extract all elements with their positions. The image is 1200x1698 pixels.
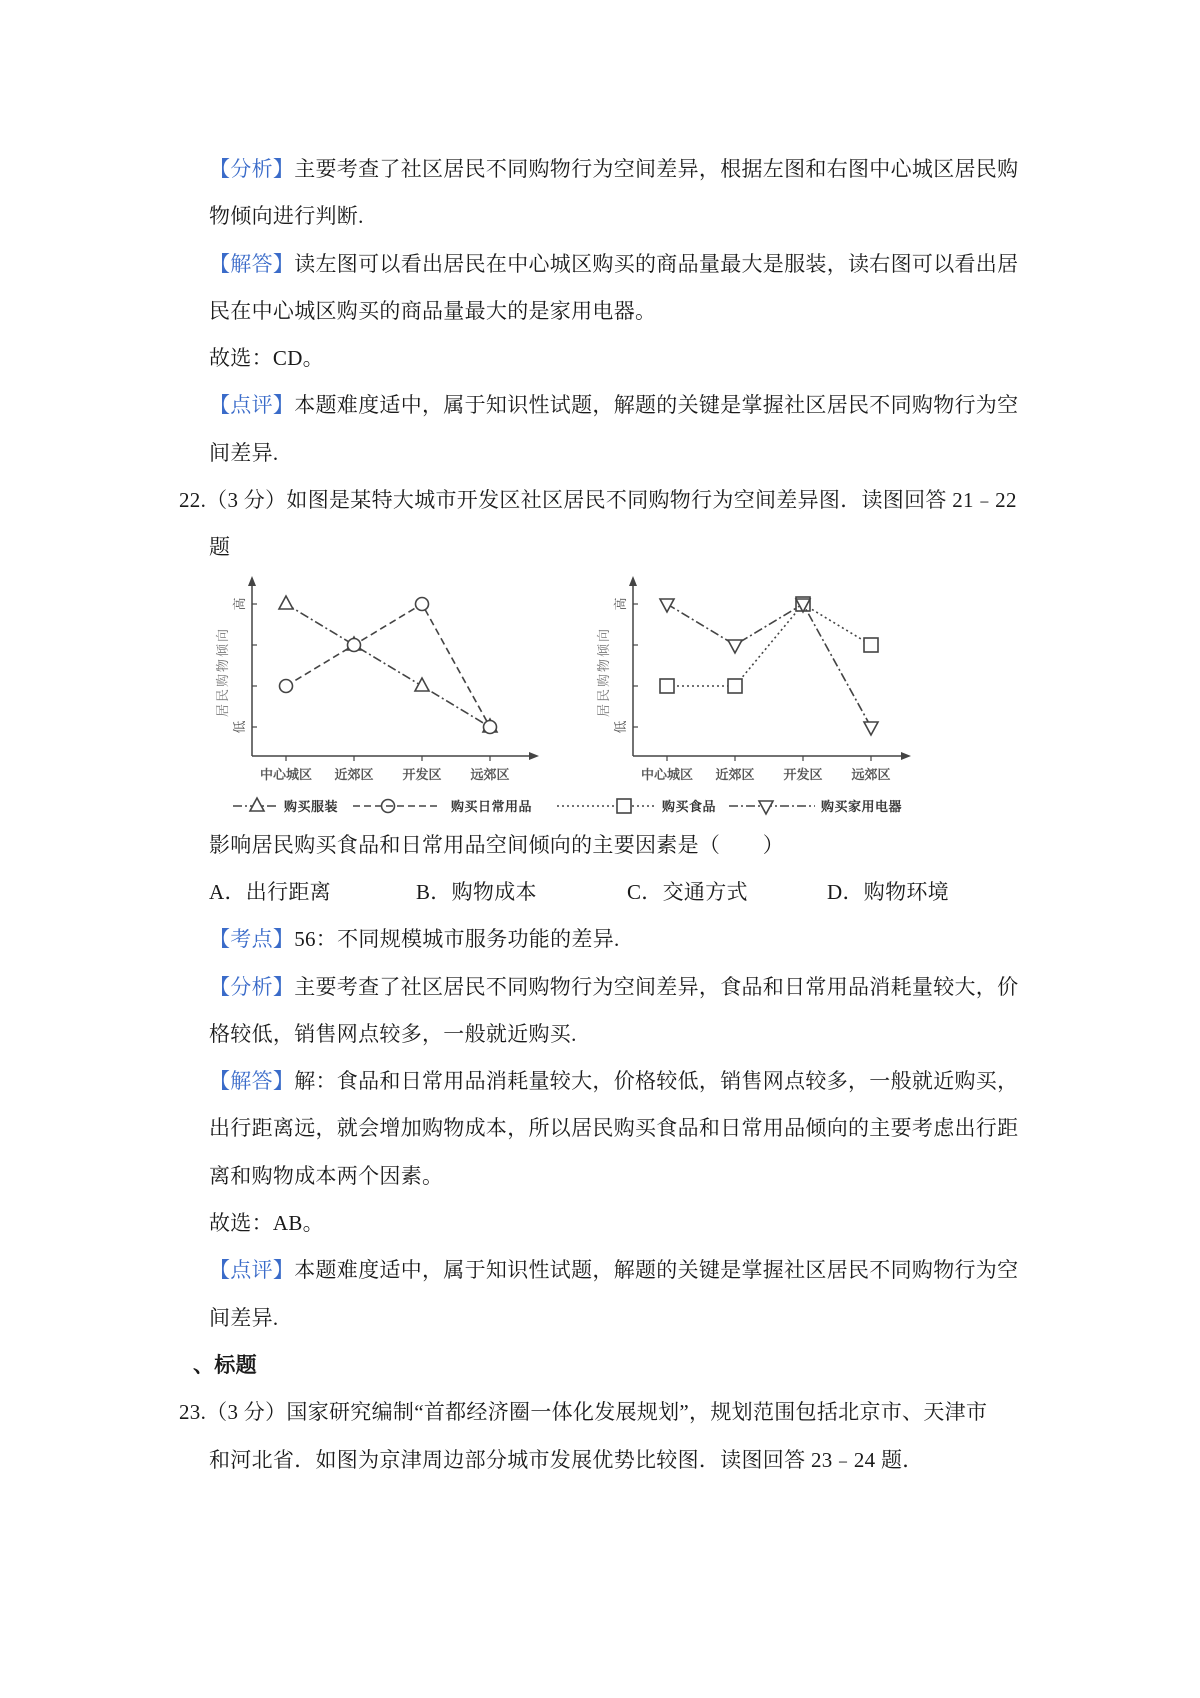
option-b-label: B．	[416, 879, 452, 904]
q22-answer-line-3: 离和购物成本两个因素。	[209, 1163, 444, 1188]
chart-2-category-label-4: 远郊区	[851, 767, 891, 783]
chart-2-category-label-2: 近郊区	[715, 767, 755, 783]
legend-item-1-label: 购买服装	[284, 799, 339, 815]
q22-review-tag: 【点评】	[209, 1258, 295, 1283]
q22-question: 影响居民购买食品和日常用品空间倾向的主要因素是（ ）	[209, 832, 785, 857]
legend-item-3-marker	[617, 799, 631, 813]
chart-2-series-2-point-2	[728, 640, 742, 653]
q21-review-text-1: 本题难度适中，属于知识性试题，解题的关键是掌握社区居民不同购物行为空	[294, 393, 1019, 418]
chart-1-series-1-point-3	[415, 678, 429, 691]
chart-2-category-label-3: 开发区	[783, 767, 823, 783]
chart-2-category-label-1: 中心城区	[640, 767, 694, 783]
q21-review-line-1	[179, 382, 1179, 429]
q22-analysis-tag: 【分析】	[209, 974, 295, 999]
q23-stem-line-2: 和河北省．如图为京津周边部分城市发展优势比较图．读图回答 23﹣24 题．	[209, 1447, 924, 1472]
q21-answer-tag: 【解答】	[209, 251, 295, 276]
q21-answer-line-1	[179, 241, 1179, 288]
chart-1-series-2-point-2	[348, 638, 361, 651]
q21-analysis-text-1: 主要考查了社区居民不同购物行为空间差异，根据左图和右图中心城区居民购	[294, 157, 1019, 181]
option-d	[827, 869, 949, 916]
chart-1-category-label-1: 中心城区	[259, 767, 313, 783]
q22-options	[179, 869, 1179, 916]
q22-review-line-1	[179, 1247, 1179, 1294]
chart-1-y-axis-arrow	[248, 576, 256, 586]
q22-stem-line-1: 22.（3 分）如图是某特大城市开发区社区居民不同购物行为空间差异图．读图回答 21﹣22	[179, 488, 1017, 513]
q22-answer-tag: 【解答】	[209, 1069, 295, 1094]
chart-1-series-2-point-3	[416, 597, 429, 610]
option-c-label: C．	[627, 879, 663, 904]
q21-choice: 故选：CD。	[209, 346, 324, 371]
chart-1-series-1-line	[286, 604, 490, 727]
chart-1-category-label-4: 远郊区	[470, 767, 510, 783]
chart-2-series-1-point-1	[660, 679, 674, 693]
chart-1-series-2-point-4	[484, 720, 497, 733]
legend-item-1-marker	[250, 798, 264, 811]
q22-key-point-text: 56：不同规模城市服务功能的差异.	[294, 927, 620, 952]
chart-1-y-axis-label: 居民购物倾向	[216, 626, 231, 717]
q22-stem-line-2: 题	[209, 535, 231, 560]
option-b-text: 购物成本	[451, 879, 537, 904]
q22-analysis-text-1: 主要考查了社区居民不同购物行为空间差异，食品和日常用品消耗量较大，价	[294, 974, 1019, 999]
chart-1-y-tick-label-2: 低	[233, 720, 248, 734]
q22-review-line-2: 间差异.	[209, 1305, 279, 1330]
q21-analysis-line-1	[179, 146, 1179, 193]
q22-chart-figure	[179, 572, 1179, 822]
chart-2-y-tick-label-2: 低	[614, 720, 629, 734]
q21-analysis-line-2: 物倾向进行判断.	[209, 204, 364, 229]
q22-choice: 故选：AB。	[209, 1211, 324, 1236]
q21-answer-line-2: 民在中心城区购买的商品量最大的是家用电器。	[209, 298, 657, 323]
chart-2-x-axis-arrow	[901, 752, 911, 760]
option-b	[416, 869, 537, 916]
q22-key-point	[179, 916, 1179, 963]
chart-2-series-1-point-2	[728, 679, 742, 693]
option-d-text: 购物环境	[863, 879, 949, 904]
q21-review-tag: 【点评】	[209, 393, 295, 418]
chart-1-category-label-3: 开发区	[402, 767, 442, 783]
legend-item-2-label: 购买日常用品	[451, 799, 533, 815]
chart-2-y-axis-label: 居民购物倾向	[597, 626, 612, 717]
option-a-label: A．	[209, 879, 246, 904]
chart-2-series-1-line	[667, 604, 871, 686]
q23-stem-line-1: 23.（3 分）国家研究编制“首都经济圈一体化发展规划”，规划范围包括北京市、天津市	[179, 1400, 988, 1425]
q22-answer-line-2: 出行距离远，就会增加购物成本，所以居民购买食品和日常用品倾向的主要考虑出行距	[209, 1116, 1019, 1141]
option-a-text: 出行距离	[245, 879, 331, 904]
chart-2-y-axis-arrow	[629, 576, 637, 586]
q22-analysis-line-1	[179, 964, 1179, 1011]
legend-item-4-label: 购买家用电器	[821, 799, 903, 815]
page-content	[179, 146, 1179, 1484]
q21-answer-text-1: 读左图可以看出居民在中心城区购买的商品量最大是服装，读右图可以看出居	[294, 251, 1019, 276]
section-title: 、标题	[193, 1352, 257, 1377]
option-d-label: D．	[827, 879, 864, 904]
q21-review-line-2: 间差异.	[209, 440, 279, 465]
chart-2-series-1-point-4	[864, 638, 878, 652]
chart-1-category-label-2: 近郊区	[334, 767, 374, 783]
option-c-text: 交通方式	[662, 879, 748, 904]
chart-1-y-tick-label-1: 高	[233, 597, 248, 611]
option-a	[209, 869, 331, 916]
chart-1-x-axis-arrow	[529, 752, 539, 760]
chart-1-series-2-point-1	[280, 679, 293, 692]
chart-2-series-2-point-4	[864, 722, 878, 735]
chart-1-series-1-point-1	[279, 596, 293, 609]
option-c	[627, 869, 748, 916]
q22-answer-text-1: 解：食品和日常用品消耗量较大，价格较低，销售网点较多，一般就近购买，	[294, 1069, 1019, 1094]
legend-item-3-label: 购买食品	[662, 799, 717, 815]
q22-answer-line-1	[179, 1058, 1179, 1105]
q22-key-point-tag: 【考点】	[209, 927, 295, 952]
shopping-behavior-chart	[0, 572, 1200, 822]
chart-2-y-tick-label-1: 高	[614, 597, 629, 611]
q22-review-text-1: 本题难度适中，属于知识性试题，解题的关键是掌握社区居民不同购物行为空	[294, 1258, 1019, 1283]
chart-2-series-2-line	[667, 604, 871, 727]
legend-item-4-marker	[759, 801, 773, 814]
q21-analysis-tag: 【分析】	[209, 157, 295, 181]
q22-analysis-line-2: 格较低，销售网点较多，一般就近购买.	[209, 1021, 577, 1046]
chart-2-series-2-point-1	[660, 599, 674, 612]
